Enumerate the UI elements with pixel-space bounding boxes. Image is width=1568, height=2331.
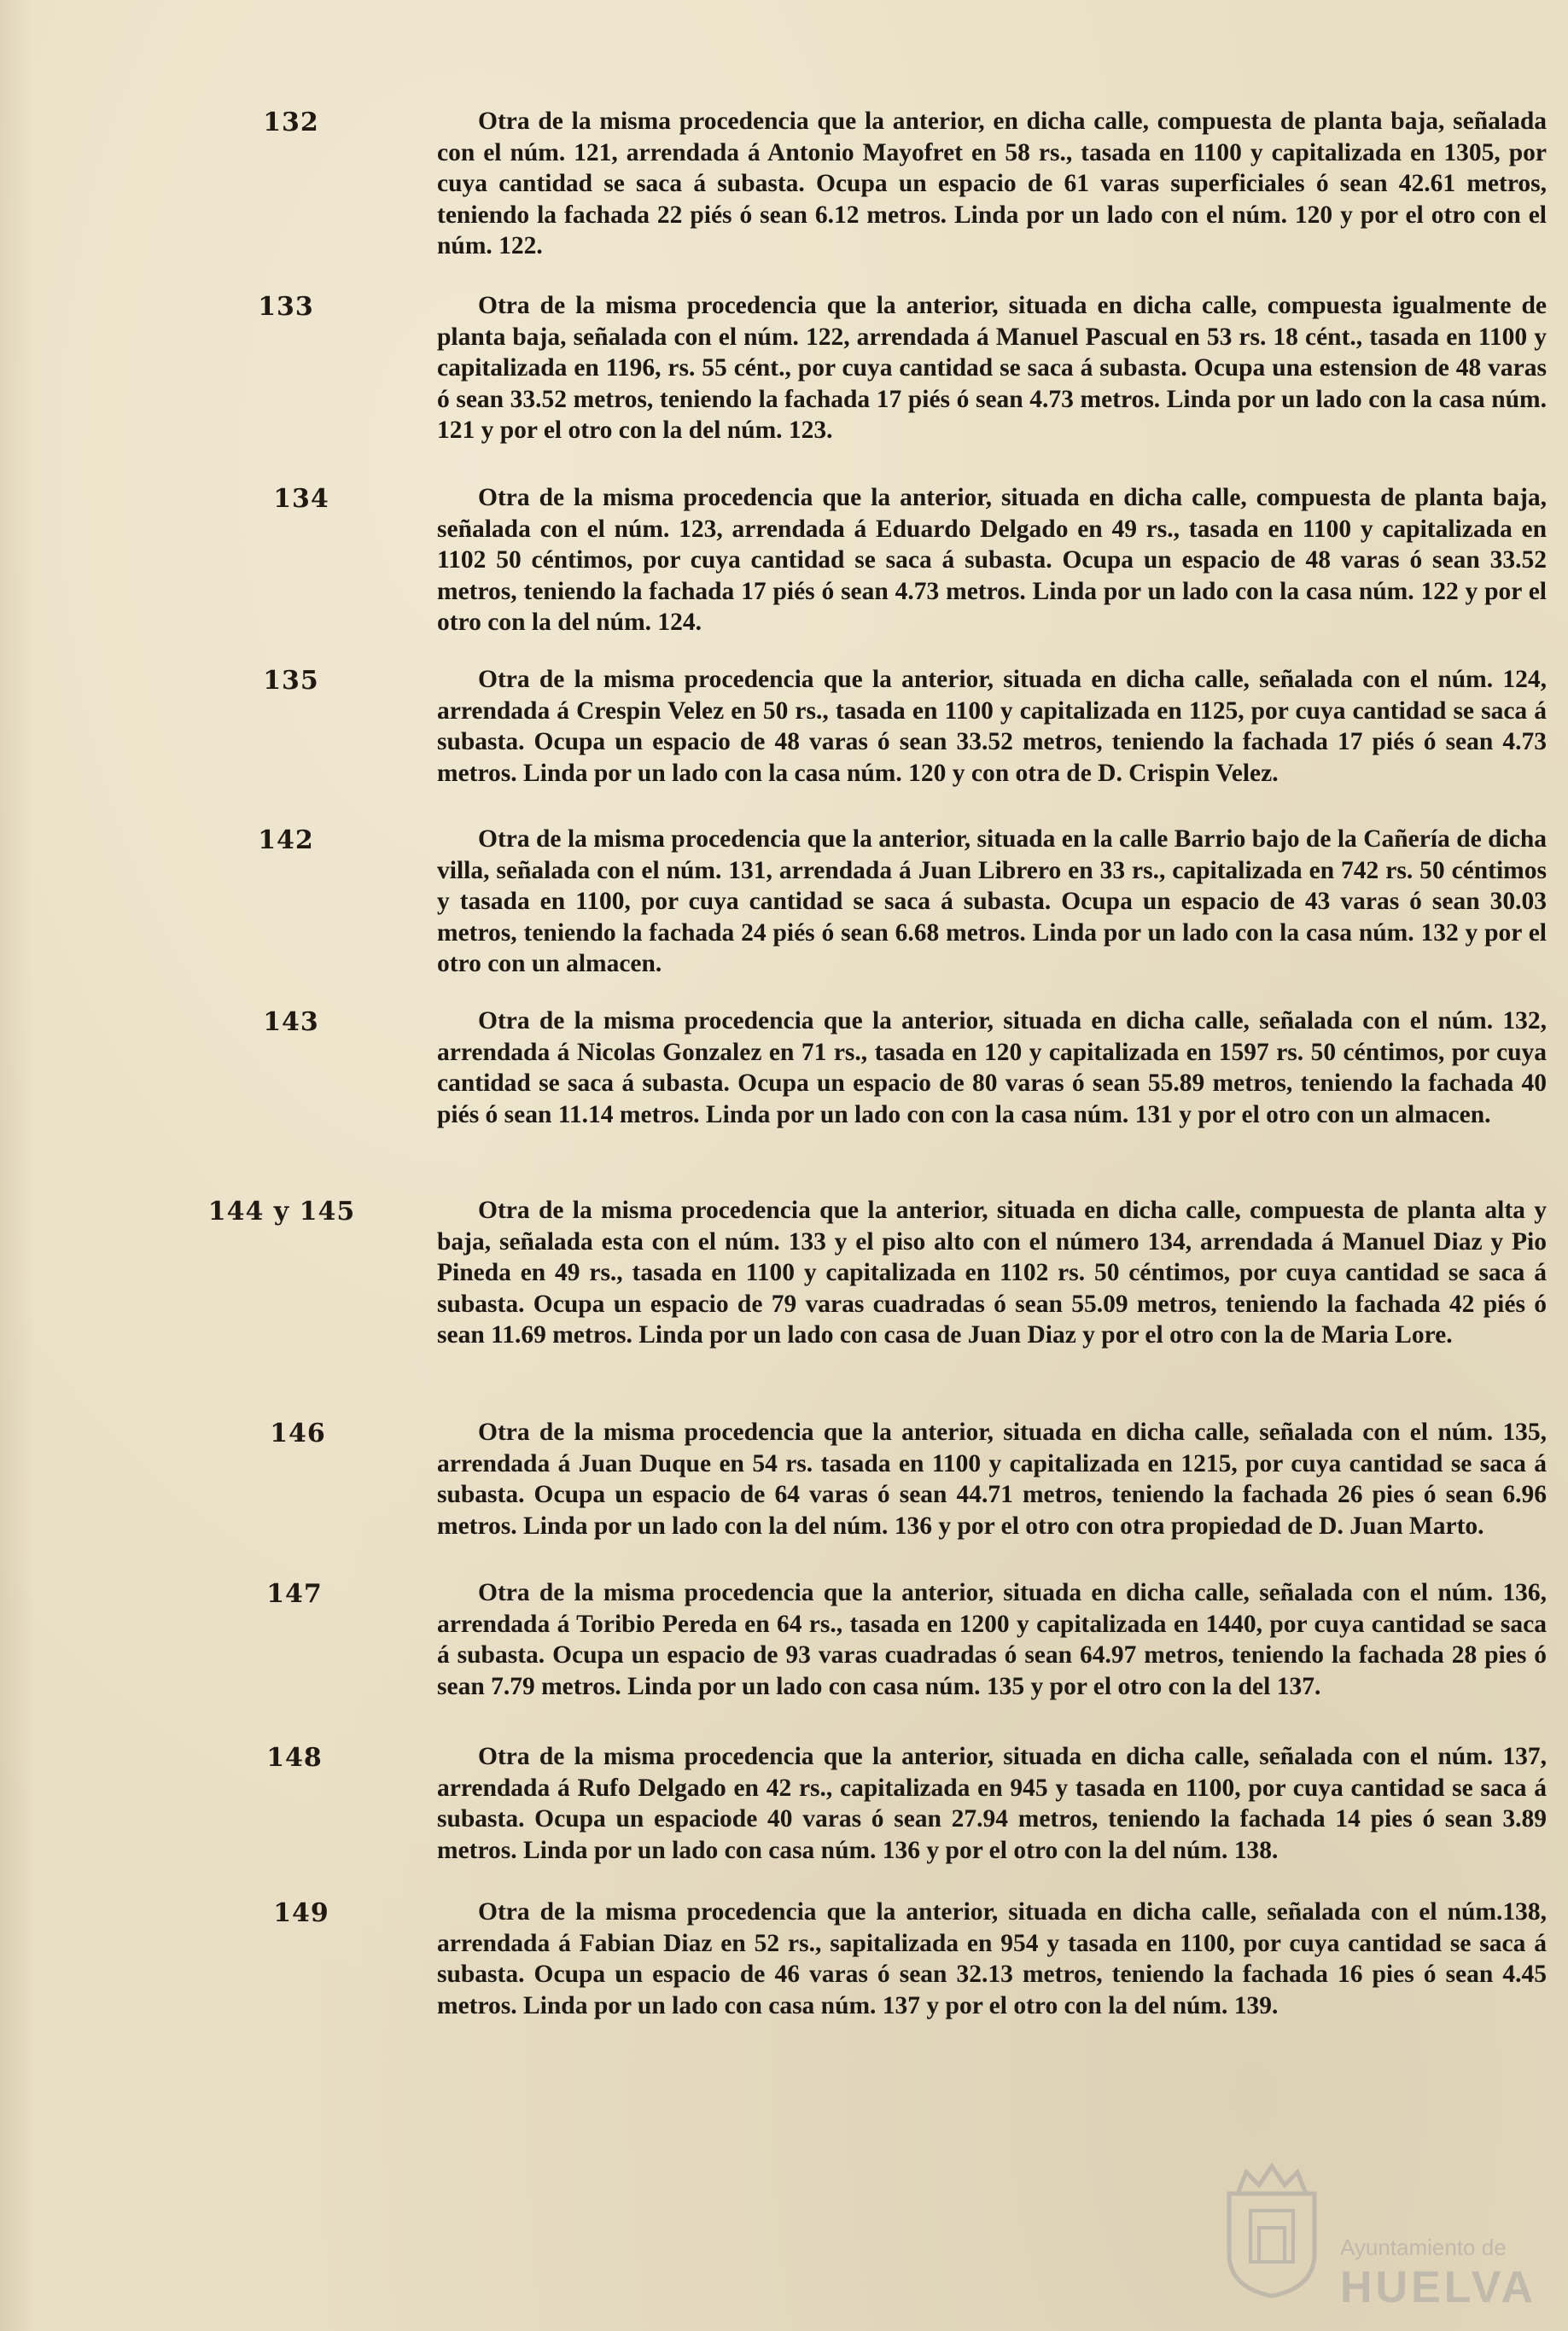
- lot-number: 135: [263, 666, 319, 696]
- watermark-line2: HUELVA: [1340, 2263, 1537, 2312]
- lot-number: 132: [263, 108, 319, 137]
- lot-number: 149: [273, 1898, 329, 1928]
- lot-description: Otra de la misma procedencia que la anterior, situada en dicha calle, señalada con el núm. 132, arrendada á Nicolas Gonzalez en 71 rs., tasada en 120 y capitalizada en 1597 rs. 50 céntimos, por cuya cantidad se saca á subasta. Ocupa un espacio de 80 varas ó sean 55.89 metros, teniendo la fachada 40 piés ó sean 11.14 metros. Linda por un lado con con la casa núm. 131 y por el otro con un almacen.: [437, 1007, 1547, 1128]
- lot-number: 148: [266, 1743, 323, 1773]
- lot-description: Otra de la misma procedencia que la anterior, situada en dicha calle, señalada con el núm.138, arrendada á Fabian Diaz en 52 rs., sapitalizada en 954 y tasada en 1100, por cuya cantidad se saca á subasta. Ocupa un espacio de 46 varas ó sean 32.13 metros, teniendo la fachada 16 pies ó sean 4.45 metros. Linda por un lado con casa núm. 137 y por el otro con la del núm. 139.: [437, 1898, 1547, 2019]
- lot-number: 133: [258, 292, 314, 322]
- lot-number: 144 y 145: [207, 1197, 356, 1227]
- lot-number: 146: [270, 1419, 326, 1448]
- lot-description: Otra de la misma procedencia que la anterior, situada en dicha calle, compuesta de planta alta y baja, señalada esta con el núm. 133 y el piso alto con el número 134, arrendada á Manuel Diaz y Pio Pineda en 49 rs., tasada en 1100 y capitalizada en 1102 rs. 50 céntimos, por cuya cantidad se saca á subasta. Ocupa un espacio de 79 varas cuadradas ó sean 55.09 metros, teniendo la fachada 42 piés ó sean 11.69 metros. Linda por un lado con casa de Juan Diaz y por el otro con la de Maria Lore.: [437, 1197, 1547, 1349]
- lot-description: Otra de la misma procedencia que la anterior, en dicha calle, compuesta de planta baja, señalada con el núm. 121, arrendada á Antonio Mayofret en 58 rs., tasada en 1100 y capitalizada en 1305, por cuya cantidad se saca á subasta. Ocupa un espacio de 61 varas superficiales ó sean 42.61 metros, teniendo la fachada 22 piés ó sean 6.12 metros. Linda por un lado con el núm. 120 y por el otro con el núm. 122.: [437, 108, 1547, 259]
- lot-description: Otra de la misma procedencia que la anterior, situada en dicha calle, compuesta igualmente de planta baja, señalada con el núm. 122, arrendada á Manuel Pascual en 53 rs. 18 cént., tasada en 1100 y capitalizada en 1196, rs. 55 cént., por cuya cantidad se saca á subasta. Ocupa una estension de 48 varas ó sean 33.52 metros, teniendo la fachada 17 piés ó sean 4.73 metros. Linda por un lado con la casa núm. 121 y por el otro con la del núm. 123.: [437, 292, 1547, 444]
- coat-of-arms-icon: [1212, 2159, 1332, 2300]
- lot-description: Otra de la misma procedencia que la anterior, situada en la calle Barrio bajo de la Cañería de dicha villa, señalada con el núm. 131, arrendada á Juan Librero en 33 rs., capitalizada en 742 rs. 50 céntimos y tasada en 1100, por cuya cantidad se saca á subasta. Ocupa un espacio de 43 varas ó sean 30.03 metros, teniendo la fachada 24 piés ó sean 6.68 metros. Linda por un lado con la casa núm. 132 y por el otro con un almacen.: [437, 825, 1547, 977]
- lot-description: Otra de la misma procedencia que la anterior, situada en dicha calle, señalada con el núm. 135, arrendada á Juan Duque en 54 rs. tasada en 1100 y capitalizada en 1215, por cuya cantidad se saca á subasta. Ocupa un espacio de 64 varas ó sean 44.71 metros, teniendo la fachada 26 pies ó sean 6.96 metros. Linda por un lado con la del núm. 136 y por el otro con otra propiedad de D. Juan Marto.: [437, 1419, 1547, 1540]
- lot-number: 143: [263, 1007, 319, 1037]
- lot-number: 142: [258, 825, 314, 855]
- lot-number: 147: [266, 1579, 323, 1609]
- watermark-line1: Ayuntamiento de: [1340, 2235, 1507, 2260]
- lot-description: Otra de la misma procedencia que la anterior, situada en dicha calle, señalada con el núm. 124, arrendada á Crespin Velez en 50 rs., tasada en 1100 y capitalizada en 1125, por cuya cantidad se saca á subasta. Ocupa un espacio de 48 varas ó sean 33.52 metros, teniendo la fachada 17 piés ó sean 4.73 metros. Linda por un lado con la casa núm. 120 y con otra de D. Crispin Velez.: [437, 666, 1547, 787]
- ayuntamiento-huelva-watermark: [1212, 2159, 1537, 2313]
- lot-description: Otra de la misma procedencia que la anterior, situada en dicha calle, señalada con el núm. 136, arrendada á Toribio Pereda en 64 rs., tasada en 1200 y capitalizada en 1440, por cuya cantidad se saca á subasta. Ocupa un espacio de 93 varas cuadradas ó sean 64.97 metros, teniendo la fachada 28 pies ó sean 7.79 metros. Linda por un lado con casa núm. 135 y por el otro con la del 137.: [437, 1579, 1547, 1700]
- lot-description: Otra de la misma procedencia que la anterior, situada en dicha calle, compuesta de planta baja, señalada con el núm. 123, arrendada á Eduardo Delgado en 49 rs., tasada en 1100 y capitalizada en 1102 50 céntimos, por cuya cantidad se saca á subasta. Ocupa un espacio de 48 varas ó sean 33.52 metros, teniendo la fachada 17 piés ó sean 4.73 metros. Linda por un lado con la casa núm. 122 y por el otro con la del núm. 124.: [437, 484, 1547, 636]
- lot-description: Otra de la misma procedencia que la anterior, situada en dicha calle, señalada con el núm. 137, arrendada á Rufo Delgado en 42 rs., capitalizada en 945 y tasada en 1100, por cuya cantidad se saca á subasta. Ocupa un espaciode 40 varas ó sean 27.94 metros, teniendo la fachada 14 pies ó sean 3.89 metros. Linda por un lado con casa núm. 136 y por el otro con la del núm. 138.: [437, 1743, 1547, 1864]
- lot-number: 134: [273, 484, 329, 514]
